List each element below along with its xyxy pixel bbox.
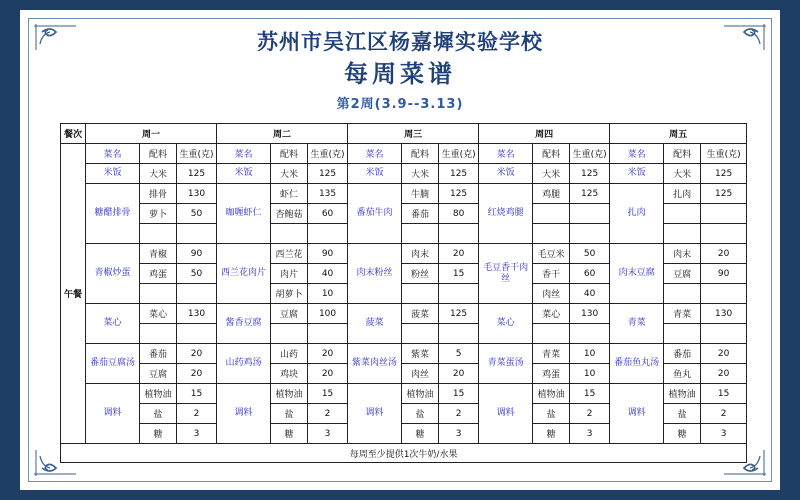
day-header: 周四 [479,124,610,144]
ingredient-cell [140,224,177,244]
weight-column-header: 生重(克) [308,144,348,164]
ingredient-cell [140,324,177,344]
weight-cell: 90 [177,244,217,264]
ingredient-cell [664,204,701,224]
dish-name-cell: 菠菜 [348,304,402,344]
ingredient-cell: 鸡块 [271,364,308,384]
weight-cell: 20 [308,344,348,364]
weight-cell [570,324,610,344]
ingredient-cell: 豆腐 [664,264,701,284]
dish-name-cell: 咖喱虾仁 [217,184,271,244]
ingredient-cell [664,284,701,304]
ingredient-cell: 青椒 [140,244,177,264]
weight-cell: 20 [308,364,348,384]
weight-cell: 10 [570,364,610,384]
weight-cell: 125 [439,164,479,184]
weight-cell [570,204,610,224]
weight-cell [439,284,479,304]
weight-cell: 3 [177,424,217,444]
ingredient-cell: 糖 [664,424,701,444]
weight-cell: 10 [570,344,610,364]
ingredient-cell [271,324,308,344]
footnote-row [61,444,747,463]
ingredient-cell: 糖 [271,424,308,444]
ingredient-cell: 大米 [664,164,701,184]
ingredient-cell [533,204,570,224]
weight-cell: 15 [177,384,217,404]
weight-cell [177,324,217,344]
dish-name-cell: 紫菜肉丝汤 [348,344,402,384]
ingredient-cell: 萝卜 [140,204,177,224]
ingredient-cell: 植物油 [402,384,439,404]
dish-name-cell: 青椒炒蛋 [86,244,140,304]
ingredient-cell: 盐 [140,404,177,424]
weight-cell: 2 [177,404,217,424]
dish-column-header: 菜名 [86,144,140,164]
weight-cell: 125 [701,184,747,204]
ingredient-cell: 糖 [140,424,177,444]
ingredient-cell: 鸡蛋 [533,364,570,384]
day-header: 周五 [610,124,747,144]
dish-name-cell: 番茄豆腐汤 [86,344,140,384]
ingredient-cell: 肉丝 [533,284,570,304]
weight-cell: 20 [701,244,747,264]
ingredient-cell: 大米 [271,164,308,184]
weight-column-header: 生重(克) [701,144,747,164]
ingredient-cell: 粉丝 [402,264,439,284]
weight-cell: 60 [308,204,348,224]
weight-cell: 125 [439,184,479,204]
dish-name-cell: 糖醋排骨 [86,184,140,244]
dish-name-cell: 调料 [86,384,140,444]
weight-cell: 15 [439,384,479,404]
menu-table-body [61,124,747,463]
weight-cell [570,224,610,244]
weight-cell: 2 [308,404,348,424]
ingredient-cell: 胡萝卜 [271,284,308,304]
ingredient-cell: 牛腩 [402,184,439,204]
dish-name-cell: 山药鸡汤 [217,344,271,384]
dish-name-cell: 调料 [479,384,533,444]
dish-name-cell: 肉末粉丝 [348,244,402,304]
weight-cell: 125 [570,164,610,184]
dish-name-cell: 番茄鱼丸汤 [610,344,664,384]
weight-cell: 130 [177,184,217,204]
menu-row [61,184,747,204]
ingredient-cell: 番茄 [664,344,701,364]
weight-cell [177,284,217,304]
ingredient-cell: 青菜 [664,304,701,324]
dish-name-cell: 调料 [348,384,402,444]
weight-cell: 90 [308,244,348,264]
ingredient-cell: 虾仁 [271,184,308,204]
weight-cell: 15 [308,384,348,404]
weight-cell: 125 [439,304,479,324]
ingredient-cell [664,324,701,344]
weight-cell: 15 [439,264,479,284]
footnote: 每周至少提供1次牛奶/水果 [61,444,747,463]
weight-cell: 40 [570,284,610,304]
weight-cell: 3 [439,424,479,444]
weight-cell [308,224,348,244]
ingredient-cell: 排骨 [140,184,177,204]
dish-name-cell: 青菜蛋汤 [479,344,533,384]
ingredient-cell: 豆腐 [140,364,177,384]
menu-paper [20,10,780,490]
day-header: 周一 [86,124,217,144]
dish-column-header: 菜名 [217,144,271,164]
ingredient-cell: 肉末 [402,244,439,264]
day-header: 周二 [217,124,348,144]
dish-name-cell: 调料 [217,384,271,444]
weight-cell: 10 [308,284,348,304]
meal-label: 午餐 [61,144,86,444]
ingredient-cell: 紫菜 [402,344,439,364]
school-name: 苏州市吴江区杨嘉墀实验学校 [257,30,543,54]
dish-name-cell: 菜心 [86,304,140,344]
weight-cell [701,284,747,304]
dish-column-header: 菜名 [479,144,533,164]
ingredient-cell: 番茄 [140,344,177,364]
menu-row [61,244,747,264]
ingredient-cell: 大米 [533,164,570,184]
weight-cell: 3 [701,424,747,444]
weight-cell: 2 [439,404,479,424]
weight-cell: 125 [701,164,747,184]
ingredient-cell: 山药 [271,344,308,364]
ingredient-cell: 鸡蛋 [140,264,177,284]
dish-name-cell: 酱香豆腐 [217,304,271,344]
dish-column-header: 菜名 [610,144,664,164]
weight-cell: 50 [177,204,217,224]
ingredient-cell: 杏鲍菇 [271,204,308,224]
weight-cell: 20 [701,364,747,384]
ingredient-cell: 肉末 [664,244,701,264]
ingredient-cell: 扎肉 [664,184,701,204]
weight-cell [439,324,479,344]
weight-cell: 100 [308,304,348,324]
weight-cell: 2 [570,404,610,424]
week-range: 第2周(3.9--3.13) [336,97,464,112]
dish-name-cell: 米饭 [86,164,140,184]
ingredient-cell [533,324,570,344]
ingredient-cell: 肉丝 [402,364,439,384]
weight-cell: 40 [308,264,348,284]
ingredient-cell: 香干 [533,264,570,284]
weight-cell: 20 [177,364,217,384]
weight-column-header: 生重(克) [177,144,217,164]
dish-name-cell: 菜心 [479,304,533,344]
weight-cell: 15 [570,384,610,404]
ingredient-cell [402,224,439,244]
ingredient-cell: 盐 [271,404,308,424]
ingredient-cell: 糖 [533,424,570,444]
dish-name-cell: 红烧鸡腿 [479,184,533,244]
ingredient-cell [402,324,439,344]
weight-cell: 130 [701,304,747,324]
ingredient-cell [271,224,308,244]
weight-cell: 20 [439,244,479,264]
dish-name-cell: 扎肉 [610,184,664,244]
ingredient-cell: 植物油 [271,384,308,404]
weight-cell: 90 [701,264,747,284]
weight-cell: 2 [701,404,747,424]
dish-name-cell: 米饭 [217,164,271,184]
weight-cell: 80 [439,204,479,224]
day-header-row [61,124,747,144]
weight-cell: 135 [308,184,348,204]
weight-column-header: 生重(克) [570,144,610,164]
ingredient-cell: 糖 [402,424,439,444]
dish-name-cell: 米饭 [610,164,664,184]
dish-name-cell: 肉末豆腐 [610,244,664,304]
column-header-row [61,144,747,164]
ingredient-cell: 大米 [140,164,177,184]
weight-cell: 125 [570,184,610,204]
ingredient-cell: 毛豆米 [533,244,570,264]
dish-name-cell: 米饭 [348,164,402,184]
weight-cell: 130 [570,304,610,324]
menu-row [61,304,747,324]
ingredient-cell: 植物油 [533,384,570,404]
ingredient-cell: 鱼丸 [664,364,701,384]
day-header: 周三 [348,124,479,144]
ingredient-cell: 大米 [402,164,439,184]
ingredient-cell [664,224,701,244]
menu-table [60,123,747,463]
dish-name-cell: 西兰花肉片 [217,244,271,304]
menu-row [61,384,747,404]
dish-name-cell: 调料 [610,384,664,444]
weight-cell: 20 [701,344,747,364]
ingredient-cell: 西兰花 [271,244,308,264]
weight-cell [308,324,348,344]
ingredient-cell: 盐 [402,404,439,424]
ingredient-column-header: 配料 [271,144,308,164]
ingredient-cell: 菜心 [140,304,177,324]
weight-cell: 60 [570,264,610,284]
page-title: 每周菜谱 [344,60,456,88]
ingredient-cell: 植物油 [664,384,701,404]
ingredient-cell: 豆腐 [271,304,308,324]
ingredient-cell: 肉片 [271,264,308,284]
dish-name-cell: 米饭 [479,164,533,184]
weight-cell: 130 [177,304,217,324]
dish-column-header: 菜名 [348,144,402,164]
menu-row [61,344,747,364]
weight-cell: 3 [308,424,348,444]
ingredient-cell [402,284,439,304]
dish-name-cell: 番茄牛肉 [348,184,402,244]
ingredient-cell: 植物油 [140,384,177,404]
ingredient-column-header: 配料 [402,144,439,164]
weight-cell [701,204,747,224]
weight-column-header: 生重(克) [439,144,479,164]
weight-cell [177,224,217,244]
weight-cell: 50 [570,244,610,264]
weight-cell [701,324,747,344]
weight-cell: 20 [177,344,217,364]
dish-name-cell: 青菜 [610,304,664,344]
ingredient-cell [140,284,177,304]
dish-name-cell: 毛豆香干肉丝 [479,244,533,304]
weight-cell: 50 [177,264,217,284]
ingredient-cell [533,224,570,244]
weight-cell: 125 [177,164,217,184]
ingredient-cell: 青菜 [533,344,570,364]
ingredient-cell: 盐 [533,404,570,424]
ingredient-cell: 菜心 [533,304,570,324]
ingredient-cell: 鸡腿 [533,184,570,204]
weight-cell: 125 [308,164,348,184]
weight-cell [701,224,747,244]
weight-cell: 20 [439,364,479,384]
ingredient-cell: 菠菜 [402,304,439,324]
meal-column-header: 餐次 [61,124,86,144]
weight-cell: 3 [570,424,610,444]
weight-cell: 15 [701,384,747,404]
ingredient-column-header: 配料 [664,144,701,164]
weight-cell [439,224,479,244]
ingredient-column-header: 配料 [533,144,570,164]
ingredient-column-header: 配料 [140,144,177,164]
ingredient-cell: 盐 [664,404,701,424]
weight-cell: 5 [439,344,479,364]
ingredient-cell: 番茄 [402,204,439,224]
menu-row [61,164,747,184]
